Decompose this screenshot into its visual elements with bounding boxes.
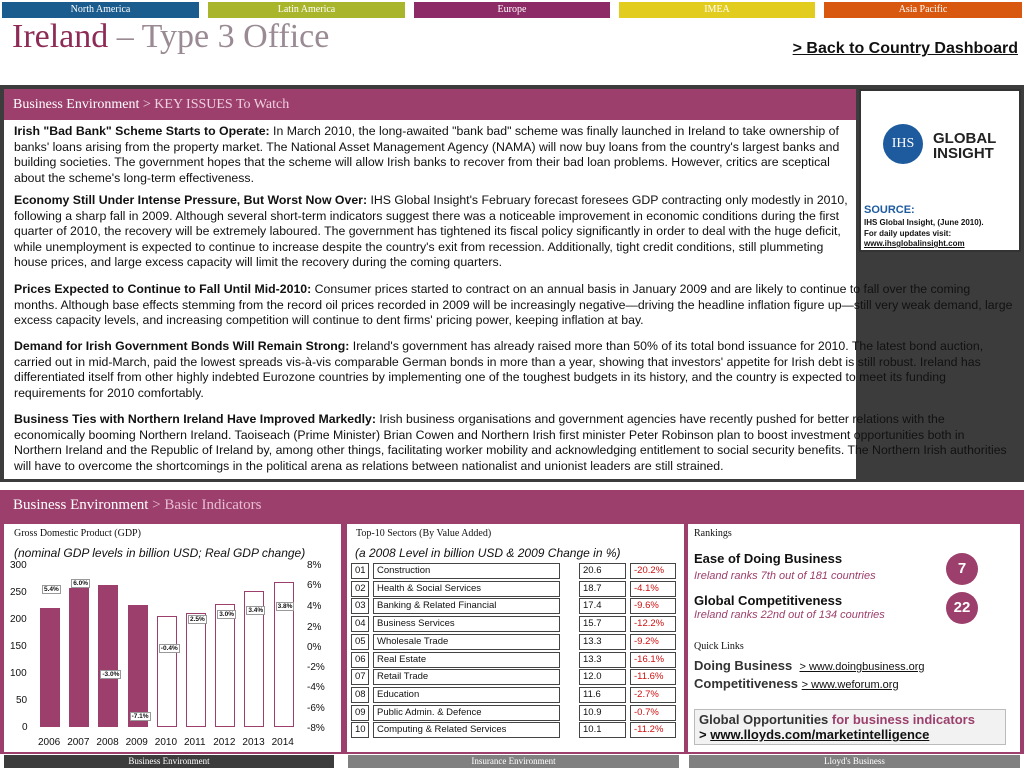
sector-change: -0.7%	[630, 705, 676, 721]
competitiveness-rank-text: Ireland ranks 22nd out of 134 countries	[694, 609, 885, 621]
year-tick: 2009	[125, 737, 148, 748]
sector-name: Public Admin. & Defence	[373, 705, 560, 721]
country-name: Ireland	[12, 18, 109, 55]
sector-rank: 09	[351, 705, 369, 721]
year-tick: 2006	[38, 737, 61, 748]
lloyds-market-intelligence-link[interactable]: www.lloyds.com/marketintelligence	[710, 727, 930, 742]
subsection-label: > KEY ISSUES To Watch	[139, 97, 290, 112]
sector-name: Business Services	[373, 616, 560, 632]
year-tick: 2012	[213, 737, 236, 748]
gdp-change-label: -3.0%	[102, 671, 120, 679]
tab-imea[interactable]: IMEA	[619, 2, 815, 18]
sector-change: -2.7%	[630, 687, 676, 703]
page-subtitle: – Type 3 Office	[108, 18, 330, 55]
sector-change: -11.2%	[630, 722, 676, 738]
sector-rank: 07	[351, 669, 369, 685]
issue-paragraph: Irish "Bad Bank" Scheme Starts to Operate: In March 2010, the long-awaited "bank bad" scheme was finally launched in Ireland to take ownership of banks' loans arising from the property market. The National Asset Management Agency (NAMA) will now buy loans from the country's largest banks and building societies. The government hopes that the scheme will allow Irish banks to recover from their bad loan problems. However, critics are sceptical about the scheme's long-term effectiveness.	[14, 124, 840, 185]
sector-change: -16.1%	[630, 652, 676, 668]
sector-rank: 05	[351, 634, 369, 650]
sector-level: 13.3	[579, 652, 626, 668]
issue-paragraph: Prices Expected to Continue to Fall Until Mid-2010: Consumer prices started to contract on an annual basis in January 2009 and are likely to continue to fall over the coming months. Although base effects stemming from the record oil prices recorded in 2009 will be increasingly negative—driving the headline inflation figure up—still very weak demand, large excess capacity levels, and increasing competition will continue to dent firms' pricing power, keeping inflation at bay.	[14, 282, 1013, 327]
y-tick-left: 100	[10, 668, 27, 679]
gdp-change-label: -0.4%	[160, 645, 178, 653]
tab-north-america[interactable]: North America	[2, 2, 199, 18]
sector-rank: 06	[351, 652, 369, 668]
region-tabs	[0, 2, 1024, 18]
doing-business-link[interactable]: > www.doingbusiness.org	[799, 661, 925, 673]
source-label: SOURCE:	[864, 204, 915, 216]
gdp-change-label: 3.8%	[277, 602, 293, 610]
key-issues-header	[4, 89, 856, 120]
footer-tab-business-environment[interactable]: Business Environment	[4, 755, 334, 768]
sector-rank: 04	[351, 616, 369, 632]
y-tick-right: 6%	[307, 580, 322, 591]
y-tick-left: 300	[10, 560, 27, 571]
basic-indicators-header: Business Environment > Basic Indicators	[4, 490, 1020, 520]
sector-level: 13.3	[579, 634, 626, 650]
y-tick-left: 50	[16, 695, 28, 706]
competitiveness-link-row: Competitiveness > www.weforum.org	[694, 676, 899, 691]
sector-change: -9.2%	[630, 634, 676, 650]
source-panel	[859, 89, 1021, 252]
tab-latin-america[interactable]: Latin America	[208, 2, 405, 18]
source-citation: IHS Global Insight, (June 2010).	[864, 218, 984, 227]
year-tick: 2011	[184, 737, 206, 748]
y-tick-right: 8%	[307, 560, 322, 571]
gdp-card	[4, 524, 341, 752]
sectors-subtitle: (a 2008 Level in billion USD & 2009 Change in %)	[355, 546, 621, 560]
gdp-change-label: 6.0%	[73, 580, 89, 588]
weforum-link[interactable]: > www.weforum.org	[801, 679, 899, 691]
page-title	[12, 18, 329, 56]
gdp-bar	[69, 588, 89, 727]
y-tick-right: -2%	[307, 662, 325, 673]
y-tick-left: 200	[10, 614, 27, 625]
year-tick: 2013	[242, 737, 265, 748]
y-tick-right: -6%	[307, 703, 325, 714]
global-insight-logo: GLOBAL INSIGHT	[933, 130, 997, 162]
gdp-change-label: 2.5%	[190, 615, 205, 623]
year-tick: 2010	[154, 737, 178, 748]
year-tick: 2008	[96, 737, 119, 748]
issue-paragraph: Demand for Irish Government Bonds Will Remain Strong: Ireland's government has already raised more than 50% of its total bond issuance for 2010. The latest bond auction, carried out in mid-March, paid the lowest spreads vis-à-vis comparable German bonds in more than a year, showing that investors' appetite for Irish debt is still robust. Ireland has differentiated itself from other highly indebted Eurozone countries by implementing one of the toughest budgets in its history, and the country is expected to meet its funding requirements for 2010 comfortably.	[14, 339, 984, 400]
sector-change: -9.6%	[630, 598, 676, 614]
source-link[interactable]: www.ihsglobalinsight.com	[864, 239, 965, 248]
gdp-change-label: 3.4%	[248, 606, 264, 614]
y-tick-right: -8%	[307, 723, 325, 734]
year-tick: 2014	[271, 737, 294, 748]
y-tick-right: 4%	[307, 601, 322, 612]
tab-europe[interactable]: Europe	[414, 2, 610, 18]
ease-of-business-title: Ease of Doing Business	[694, 551, 843, 566]
sector-change: -12.2%	[630, 616, 676, 632]
sector-change: -20.2%	[630, 563, 676, 579]
tab-asia-pacific[interactable]: Asia Pacific	[824, 2, 1022, 18]
sector-level: 15.7	[579, 616, 626, 632]
gdp-subtitle: (nominal GDP levels in billion USD; Real GDP change)	[14, 546, 306, 560]
back-to-dashboard-link[interactable]: > Back to Country Dashboard	[792, 40, 1018, 57]
sector-level: 17.4	[579, 598, 626, 614]
sector-rank: 02	[351, 581, 369, 597]
sector-rank: 10	[351, 722, 369, 738]
global-opportunities-box: Global Opportunities for business indicators > www.lloyds.com/marketintelligence	[694, 709, 1006, 745]
sector-name: Banking & Related Financial	[373, 598, 560, 614]
ihs-logo-icon: IHS	[883, 124, 923, 164]
source-updates-text: For daily updates visit:	[864, 229, 952, 238]
y-tick-right: 0%	[307, 642, 322, 653]
sector-change: -4.1%	[630, 581, 676, 597]
sector-name: Health & Social Services	[373, 581, 560, 597]
footer-tab-lloyds-business[interactable]: Lloyd's Business	[689, 755, 1020, 768]
gdp-change-label: 5.4%	[44, 586, 59, 594]
sectors-title: Top-10 Sectors (By Value Added)	[356, 528, 492, 539]
issue-paragraph: Economy Still Under Intense Pressure, But Worst Now Over: IHS Global Insight's February forecast foresees GDP contracting only modestly in 2010, following a sharp fall in 2009. Although several short-term indicators suggest there was a noticeable improvement in economic conditions during the first quarter of 2010, the recovery will be extremely laboured. The government has tightened its fiscal policy significantly in order to deal with the huge deficit, while unemployment is expected to continue to increase despite the country's exit from recession. Additionally, tight credit conditions, still plummeting house prices, and large excess capacity will limit the recovery during the coming quarters.	[14, 193, 848, 269]
sector-name: Education	[373, 687, 560, 703]
gdp-bar	[128, 605, 148, 727]
gdp-bar	[157, 616, 177, 727]
ease-rank-badge: 7	[946, 553, 978, 585]
sector-rank: 08	[351, 687, 369, 703]
sector-name: Wholesale Trade	[373, 634, 560, 650]
issue-paragraph: Business Ties with Northern Ireland Have Improved Markedly: Irish business organisations and government agencies have recently pushed for better relations with the economically booming Northern Ireland. Taoiseach (Prime Minister) Brian Cowen and Northern Irish first minister Peter Robinson plan to boost investment opportunities both in Northern Ireland and the Republic of Ireland by, among other things, facilitating worker mobility and acknowledging entitlement to social security benefits. The Northern Irish authorities will have to overcome the shortcomings in the political arena as relations between nationalist and unionist leaders are still strained.	[14, 412, 1007, 473]
sector-level: 20.6	[579, 563, 626, 579]
competitiveness-title: Global Competitiveness	[694, 593, 843, 608]
sector-name: Retail Trade	[373, 669, 560, 685]
sector-level: 10.9	[579, 705, 626, 721]
sector-level: 10.1	[579, 722, 626, 738]
y-tick-right: 2%	[307, 622, 322, 633]
sector-rank: 01	[351, 563, 369, 579]
sector-name: Construction	[373, 563, 560, 579]
gdp-bar	[98, 585, 118, 727]
gdp-chart	[4, 524, 341, 752]
sector-level: 18.7	[579, 581, 626, 597]
section-label: Business Environment	[13, 97, 140, 112]
gdp-change-label: 3.0%	[219, 610, 235, 618]
doing-business-link-row: Doing Business > www.doingbusiness.org	[694, 658, 925, 673]
sectors-card	[347, 524, 684, 752]
y-tick-left: 150	[10, 641, 27, 652]
sector-level: 12.0	[579, 669, 626, 685]
sector-name: Computing & Related Services	[373, 722, 560, 738]
ease-of-business-rank-text: Ireland ranks 7th out of 181 countries	[694, 570, 876, 582]
gdp-bar	[215, 604, 235, 727]
sector-name: Real Estate	[373, 652, 560, 668]
gdp-bar	[40, 608, 60, 727]
sector-level: 11.6	[579, 687, 626, 703]
sector-rank: 03	[351, 598, 369, 614]
y-tick-left: 250	[10, 587, 27, 598]
sector-change: -11.6%	[630, 669, 676, 685]
gdp-bar	[186, 613, 206, 727]
gdp-change-label: -7.1%	[131, 712, 149, 720]
footer-tab-insurance-environment[interactable]: Insurance Environment	[348, 755, 679, 768]
gdp-title: Gross Domestic Product (GDP)	[14, 528, 141, 539]
y-tick-right: -4%	[307, 682, 325, 693]
y-tick-left: 0	[22, 722, 28, 733]
rankings-card	[688, 524, 1020, 752]
year-tick: 2007	[67, 737, 90, 748]
rankings-title: Rankings	[694, 528, 732, 539]
competitiveness-rank-badge: 22	[946, 592, 978, 624]
quick-links-title: Quick Links	[694, 641, 744, 652]
